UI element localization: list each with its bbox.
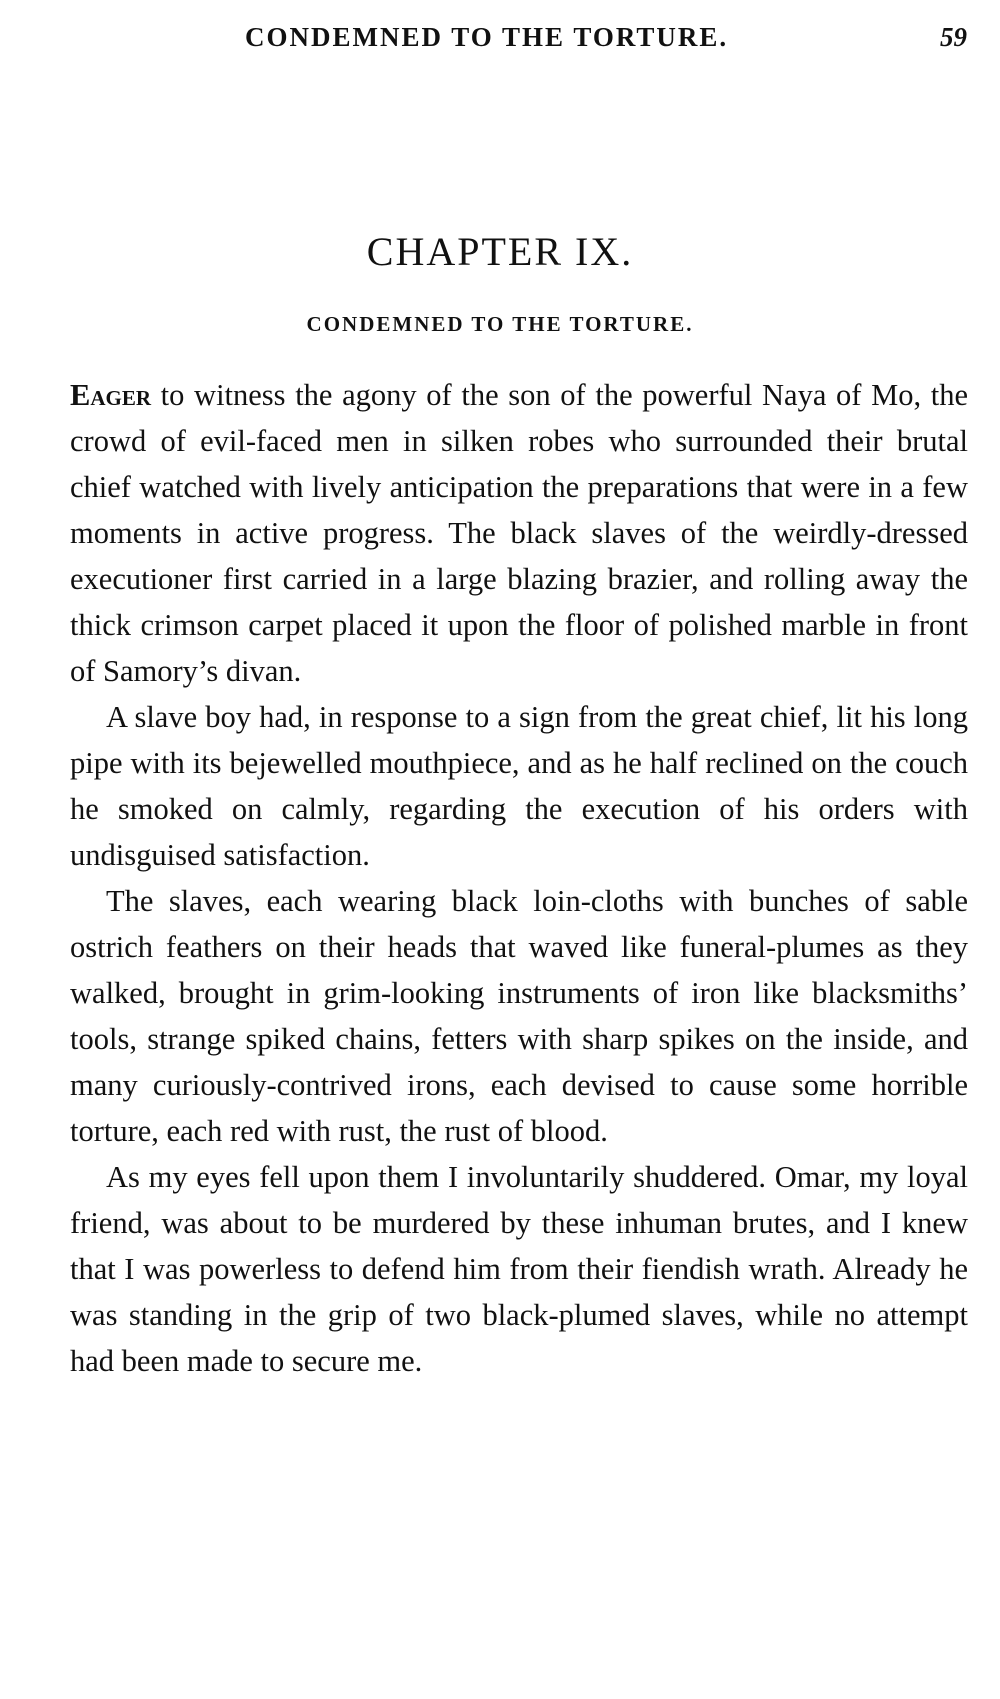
paragraph-4: As my eyes fell upon them I involuntarily shuddered. Omar, my loyal friend, was about to be murdered by these inhuman brutes, and I knew that I was powerless to defend him from their fiendish wrath. Already he was standing in the grip of two black-plumed slaves, while no attempt had been made to secure me.	[70, 1160, 968, 1378]
paragraph-3: The slaves, each wearing black loin-cloths with bunches of sable ostrich feathers on their heads that waved like funeral-plumes as they walked, brought in grim-looking instruments of iron like blacksmiths’ tools, strange spiked chains, fetters with sharp spikes on the inside, and many curiously-contrived irons, each devised to cause some horrible torture, each red with rust, the rust of blood.	[70, 884, 968, 1148]
chapter-title: CHAPTER IX.	[366, 229, 634, 274]
running-head	[0, 22, 1000, 62]
chapter-subtitle: CONDEMNED TO THE TORTURE.	[306, 312, 694, 336]
paragraph-1-lead-word: Eager	[70, 378, 152, 412]
running-head-title: CONDEMNED TO THE TORTURE.	[245, 22, 729, 52]
page-number: 59	[940, 22, 967, 52]
paragraph-1-text: to witness the agony of the son of the powerful Naya of Mo, the crowd of evil-faced men in silken robes who surrounded their brutal chief watched with lively anticipation the preparations that were in a few moments in active progress. The black slaves of the weirdly-dressed executioner first carried in a large blazing brazier, and rolling away the thick crimson carpet placed it upon the floor of polished marble in front of Samory’s divan.	[70, 378, 968, 688]
paragraph-1	[70, 372, 968, 694]
chapter-body	[70, 372, 968, 1384]
paragraph-2: A slave boy had, in response to a sign from the great chief, lit his long pipe with its bejewelled mouthpiece, and as he half reclined on the couch he smoked on calmly, regarding the execution of his orders with undisguised satisfaction.	[70, 700, 968, 872]
